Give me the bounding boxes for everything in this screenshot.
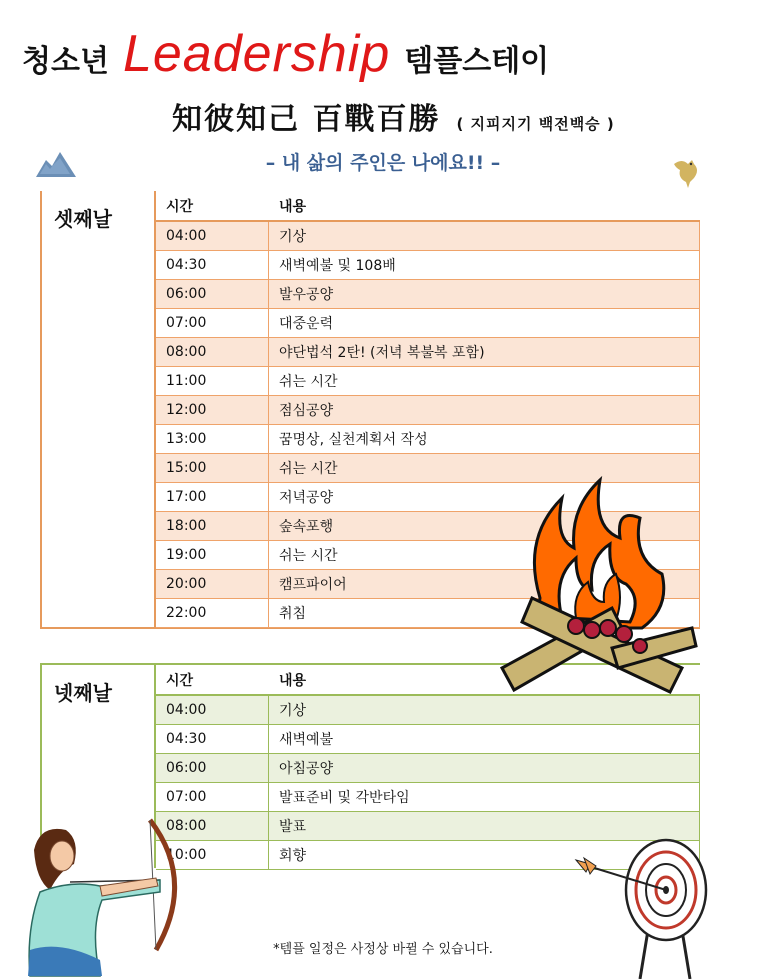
row-time: 10:00 [156, 841, 269, 869]
day3-header-row [156, 191, 700, 222]
row-time: 07:00 [156, 309, 269, 337]
table-row [156, 338, 700, 367]
row-desc: 회향 [279, 848, 307, 864]
day3-label: 셋째날 [54, 207, 112, 231]
table-row [156, 251, 700, 280]
row-desc: 새벽예불 [279, 732, 334, 748]
row-desc: 쉬는 시간 [279, 548, 338, 564]
row-desc: 저녁공양 [279, 490, 334, 506]
bird-icon [672, 156, 702, 190]
row-time: 12:00 [156, 396, 269, 424]
row-desc: 발표준비 및 각반타임 [279, 790, 410, 806]
table-row [156, 696, 700, 725]
row-time: 22:00 [156, 599, 269, 627]
table-row [156, 725, 700, 754]
motto-hanja: 知彼知己 百戰百勝 [172, 102, 441, 137]
row-time: 19:00 [156, 541, 269, 569]
row-time: 08:00 [156, 338, 269, 366]
row-time: 07:00 [156, 783, 269, 811]
row-desc: 발우공양 [279, 287, 334, 303]
table-row [156, 396, 700, 425]
table-row [156, 280, 700, 309]
row-desc: 꿈명상, 실천계획서 작성 [279, 432, 428, 448]
footnote: *템플 일정은 사정상 바뀔 수 있습니다. [273, 942, 493, 957]
table-row [156, 812, 700, 841]
row-time: 06:00 [156, 754, 269, 782]
row-desc: 쉬는 시간 [279, 461, 338, 477]
row-time: 15:00 [156, 454, 269, 482]
campfire-illustration [492, 478, 702, 700]
row-desc: 새벽예불 및 108배 [279, 258, 396, 274]
row-time: 20:00 [156, 570, 269, 598]
table-row [156, 783, 700, 812]
row-desc: 기상 [279, 229, 307, 245]
row-time: 08:00 [156, 812, 269, 840]
row-desc: 아침공양 [279, 761, 334, 777]
title-suffix: 템플스테이 [404, 44, 550, 79]
row-desc: 취침 [279, 606, 307, 622]
day4-col-desc: 내용 [279, 672, 307, 689]
page-title [22, 24, 549, 86]
row-time: 04:30 [156, 725, 269, 753]
row-desc: 숲속포행 [279, 519, 334, 535]
row-time: 13:00 [156, 425, 269, 453]
row-time: 04:00 [156, 222, 269, 250]
table-row [156, 222, 700, 251]
row-time: 17:00 [156, 483, 269, 511]
row-desc: 캠프파이어 [279, 577, 347, 593]
day3-col-time: 시간 [166, 198, 194, 215]
row-desc: 발표 [279, 819, 307, 835]
table-row [156, 754, 700, 783]
row-time: 04:30 [156, 251, 269, 279]
row-desc: 점심공양 [279, 403, 334, 419]
title-leadership: Leadership [122, 25, 391, 83]
motto [172, 94, 615, 138]
day4-label: 넷째날 [54, 681, 112, 705]
table-row [156, 425, 700, 454]
table-row [156, 309, 700, 338]
row-time: 04:00 [156, 696, 269, 724]
motto-reading: ( 지피지기 백전백승 ) [456, 115, 615, 133]
day3-col-desc: 내용 [279, 198, 307, 215]
row-time: 18:00 [156, 512, 269, 540]
row-desc: 기상 [279, 703, 307, 719]
row-desc: 대중운력 [279, 316, 334, 332]
subtitle: – 내 삶의 주인은 나에요!! – [265, 152, 501, 174]
table-row [156, 367, 700, 396]
row-desc: 야단법석 2탄! (저녁 복불복 포함) [279, 345, 485, 361]
target-illustration [570, 838, 740, 979]
row-time: 11:00 [156, 367, 269, 395]
day4-col-time: 시간 [166, 672, 194, 689]
row-time: 06:00 [156, 280, 269, 308]
title-prefix: 청소년 [22, 44, 109, 79]
row-desc: 쉬는 시간 [279, 374, 338, 390]
